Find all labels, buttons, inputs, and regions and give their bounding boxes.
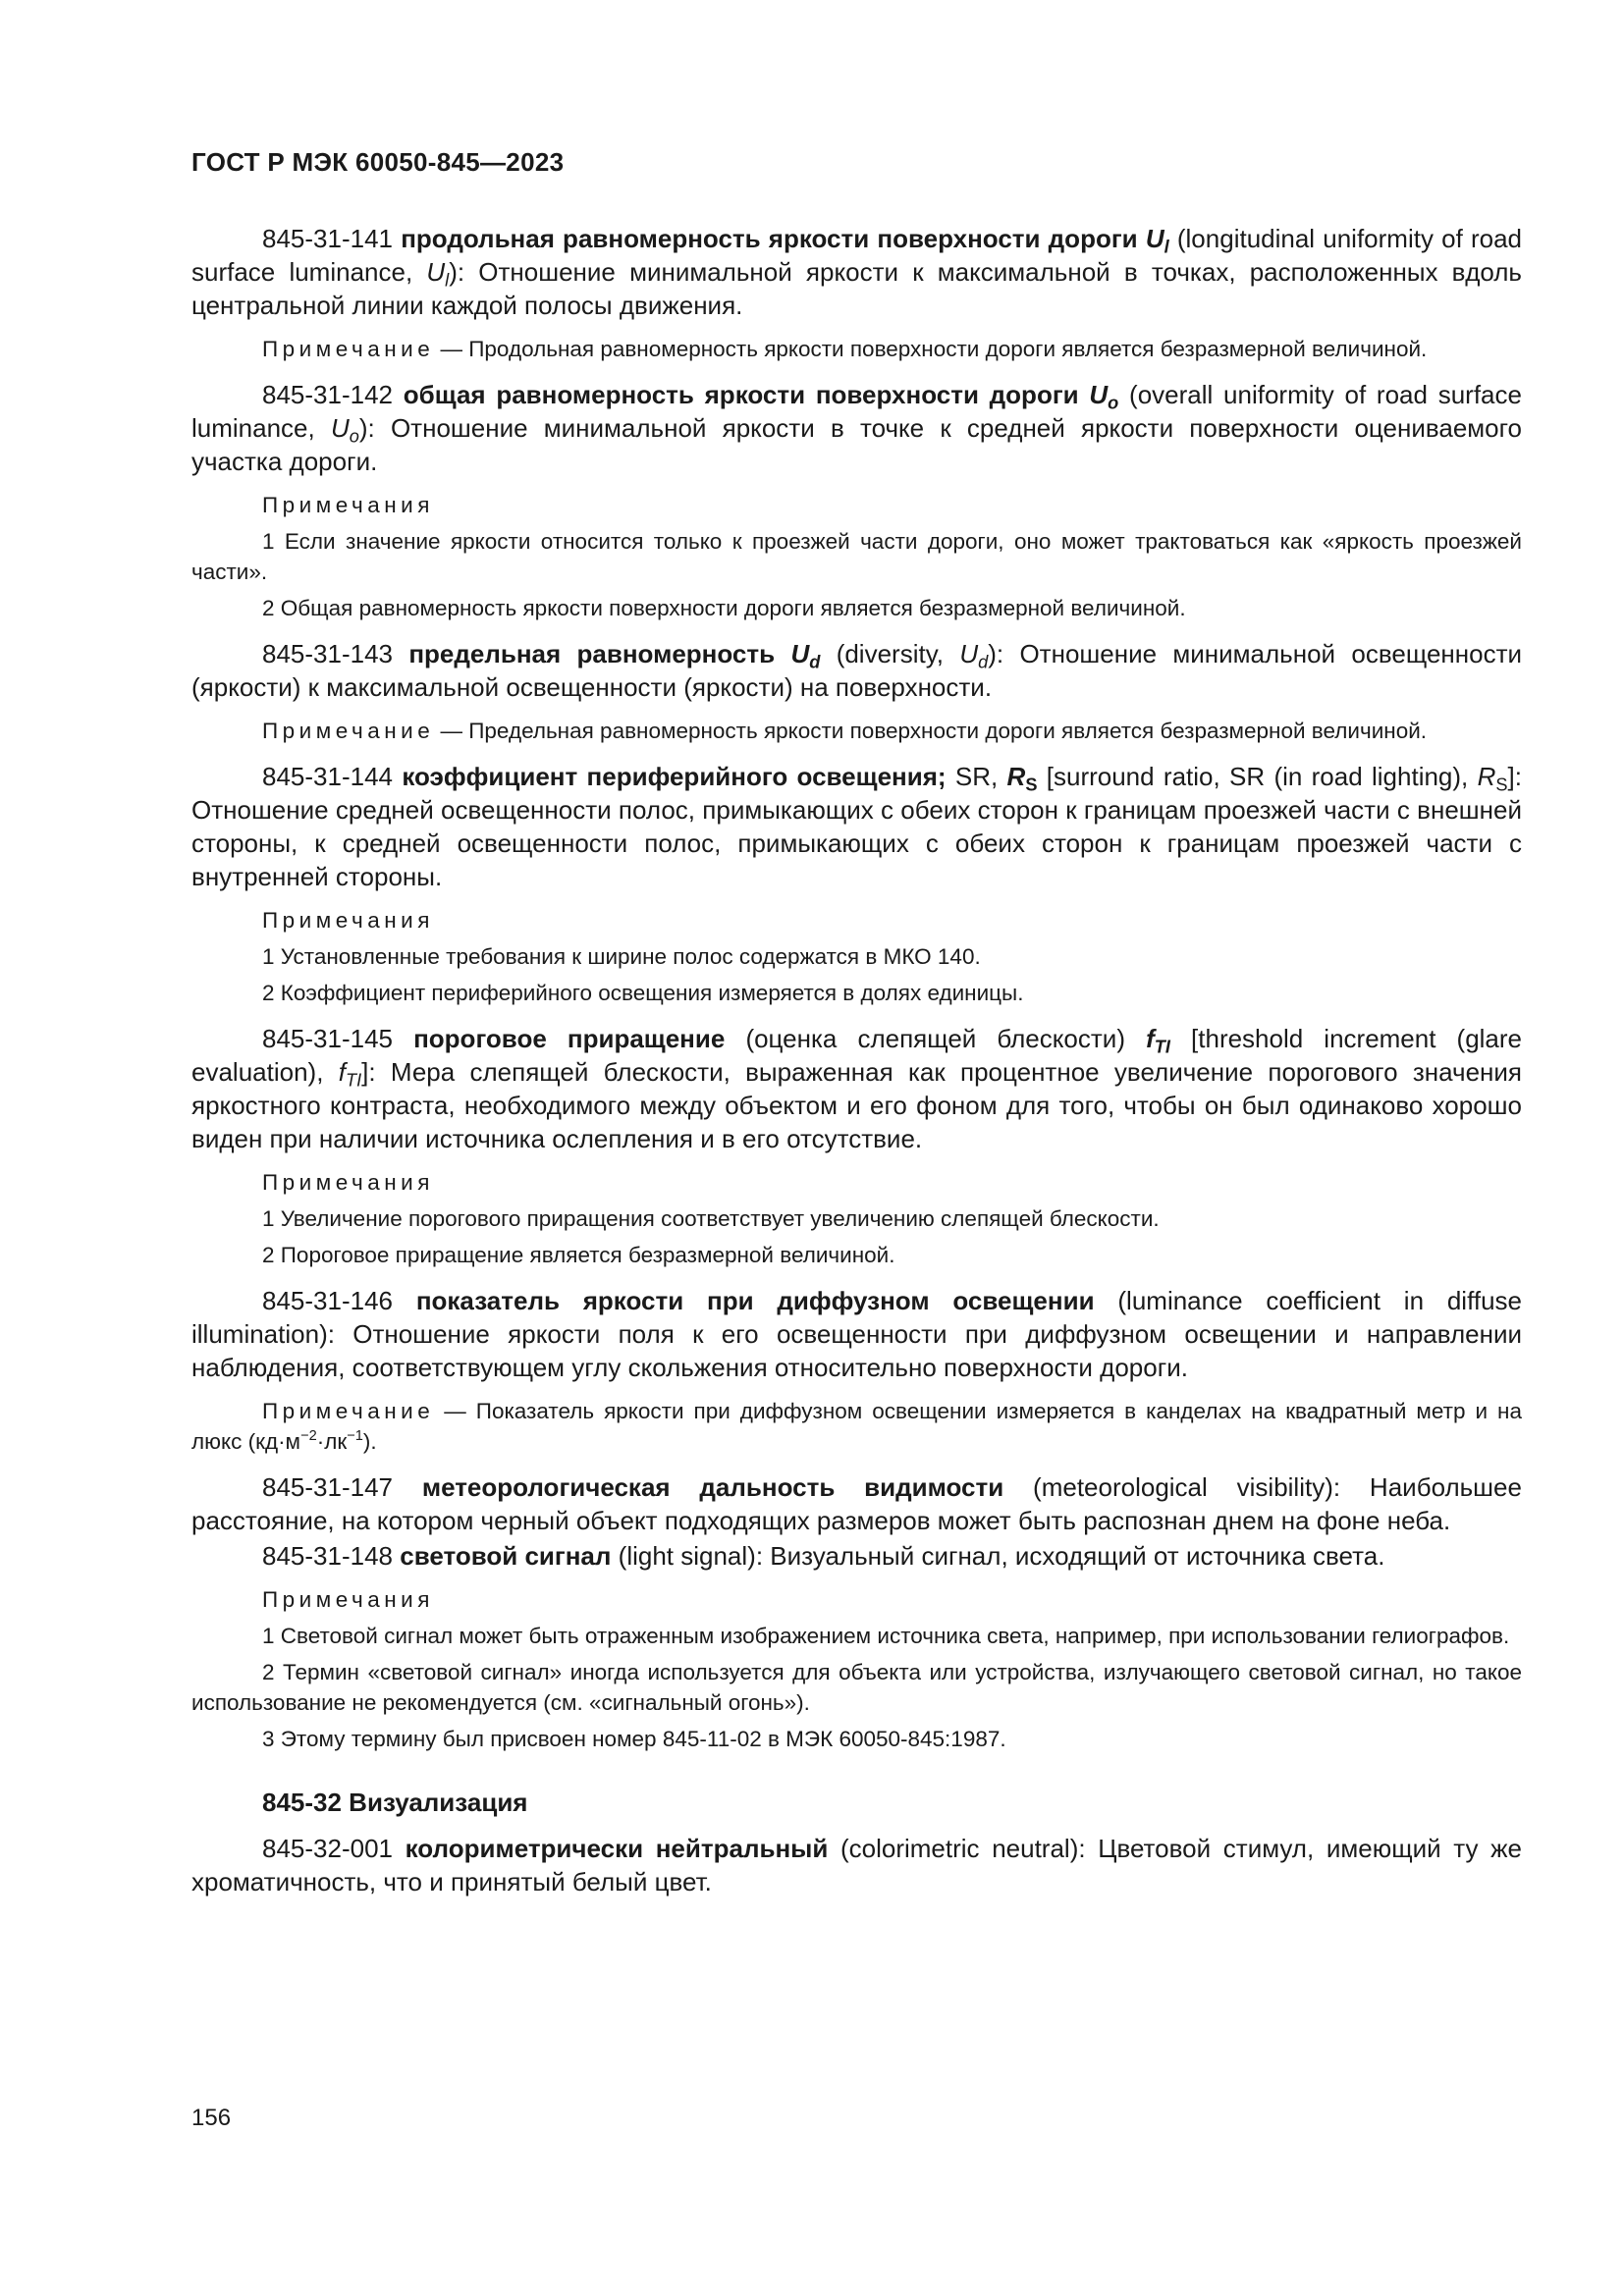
term-note-148-3: 3 Этому термину был присвоен номер 845-11-02 в МЭК 60050-845:1987.: [262, 1727, 1006, 1751]
term-note-146: Примечание — Показатель яркости при диффузном освещении измеряется в канделах на квадратный метр и на люкс $(кд\cdot м^{-2}\cdot лк^{-1})$.: [191, 1399, 1522, 1454]
term-entry-144: 845-31-144 коэффициент периферийного освещения; SR, $R_S$ [surround ratio, SR (in road lighting), $R_S$]: Отношение средней освещенности полос, примыкающих с обеих сторон к границам проезжей части с внешней стороны, к средней освещенности полос, примыкающих с обеих сторон к границам проезжей части с внутренней стороны.: [191, 762, 1522, 891]
term-entry-148: 845-31-148 световой сигнал (light signal): Визуальный сигнал, исходящий от источника света.: [262, 1541, 1385, 1571]
term-note-142-1: 1 Если значение яркости относится только к проезжей части дороги, оно может трактоваться как «яркость проезжей части».: [191, 529, 1522, 584]
notes-heading: Примечания: [262, 1170, 434, 1195]
document-header: ГОСТ Р МЭК 60050-845—2023: [191, 147, 565, 177]
notes-heading: Примечания: [262, 1587, 434, 1612]
section-heading: 845-32 Визуализация: [262, 1788, 528, 1817]
term-note-144-1: 1 Установленные требования к ширине полос содержатся в МКО 140.: [262, 944, 981, 969]
term-note-143: Примечание — Предельная равномерность яркости поверхности дороги является безразмерной величиной.: [262, 719, 1428, 743]
term-note-142-2: 2 Общая равномерность яркости поверхности дороги является безразмерной величиной.: [262, 596, 1186, 620]
term-note-148-2: 2 Термин «световой сигнал» иногда используется для объекта или устройства, излучающего световой сигнал, но такое использование не рекомендуется (см. «сигнальный огонь»).: [191, 1660, 1522, 1715]
term-note-148-1: 1 Световой сигнал может быть отраженным изображением источника света, например, при использовании гелиографов.: [262, 1624, 1510, 1648]
term-note-141: Примечание — Продольная равномерность яркости поверхности дороги является безразмерной величиной.: [262, 337, 1428, 361]
term-entry-141: 845-31-141 продольная равномерность яркости поверхности дороги $U_l$ (longitudinal uniformity of road surface luminance, $U_l$): Отношение минимальной яркости к максимальной в точках, расположенных вдоль центральной линии каждой полосы движения.: [191, 224, 1523, 320]
notes-heading: Примечания: [262, 493, 434, 517]
term-entry-143: 845-31-143 предельная равномерность $U_d$ (diversity, $U_d$): Отношение минимальной освещенности (яркости) к максимальной освещенности (яркости) на поверхности.: [191, 639, 1523, 702]
term-entry-32-001: 845-32-001 колориметрически нейтральный (colorimetric neutral): Цветовой стимул, имеющий ту же хроматичность, что и принятый белый цвет.: [191, 1834, 1522, 1896]
document-body: [191, 222, 1522, 1910]
term-entry-145: 845-31-145 пороговое приращение (оценка слепящей блескости) $f_{TI}$ [threshold increment (glare evaluation), $f_{TI}$]: Мера слепящей блескости, выраженная как процентное увеличение порогового значения яркостного контраста, необходимого между объектом и его фоном для того, чтобы он был одинаково хорошо виден при наличии источника ослепления и в его отсутствие.: [191, 1024, 1523, 1153]
term-entry-142: 845-31-142 общая равномерность яркости поверхности дороги $U_o$ (overall uniformity of road surface luminance, $U_o$): Отношение минимальной яркости в точке к средней яркости поверхности оцениваемого участка дороги.: [191, 380, 1522, 476]
page-number: 156: [191, 2105, 232, 2131]
term-note-144-2: 2 Коэффициент периферийного освещения измеряется в долях единицы.: [262, 981, 1024, 1005]
term-note-145-2: 2 Пороговое приращение является безразмерной величиной.: [262, 1243, 895, 1267]
notes-heading: Примечания: [262, 908, 434, 933]
term-entry-147: 845-31-147 метеорологическая дальность видимости (meteorological visibility): Наибольшее расстояние, на котором черный объект подходящих размеров может быть распознан днем на фоне неба.: [191, 1472, 1522, 1535]
term-entry-146: 845-31-146 показатель яркости при диффузном освещении (luminance coefficient in diffuse illumination): Отношение яркости поля к его освещенности при диффузном освещении и направлении наблюдения, соответствующем углу скольжения относительно поверхности дороги.: [191, 1286, 1522, 1382]
term-note-145-1: 1 Увеличение порогового приращения соответствует увеличению слепящей блескости.: [262, 1206, 1160, 1231]
